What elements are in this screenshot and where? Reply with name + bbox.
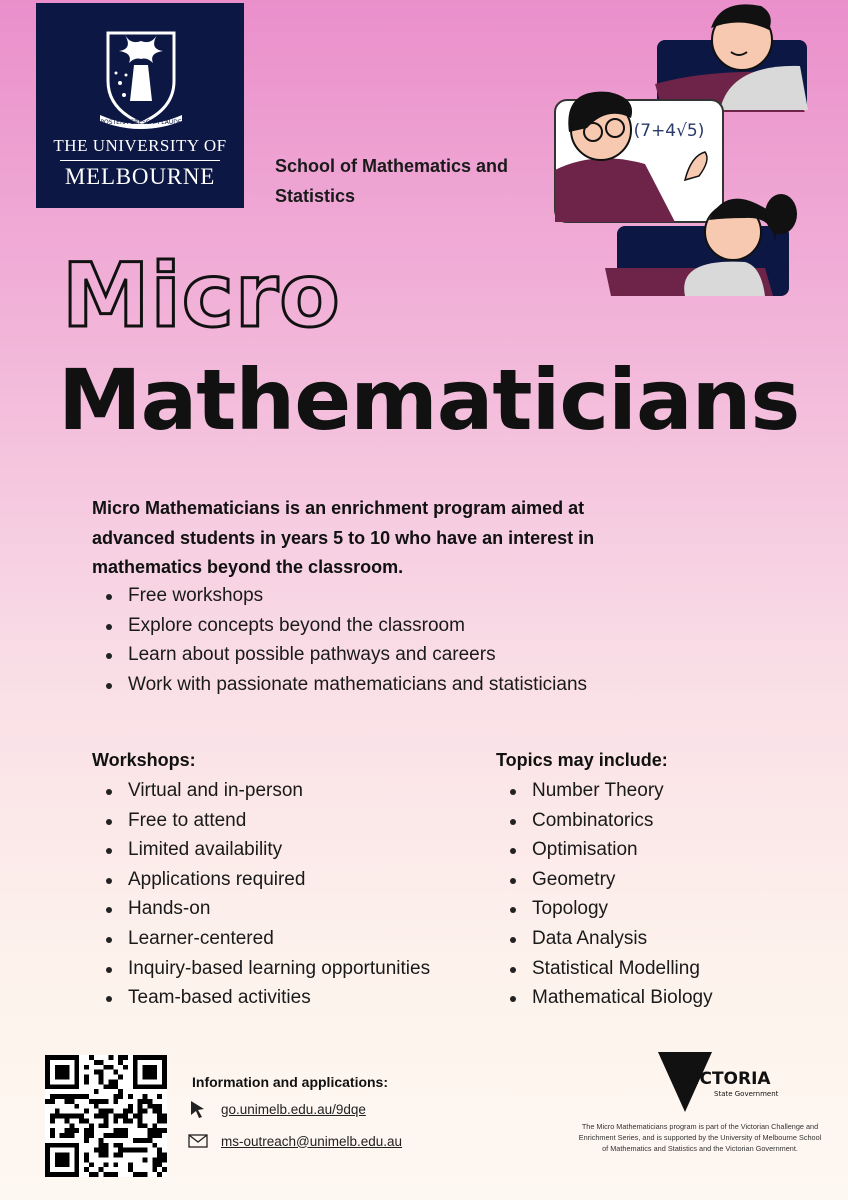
envelope-icon [188,1133,208,1149]
list-item: Free workshops [92,581,587,611]
website-url[interactable]: go.unimelb.edu.au/9dqe [221,1101,366,1117]
list-item: Mathematical Biology [496,983,713,1013]
list-item: Combinatorics [496,806,713,836]
title-micro: Micro [62,244,341,347]
topics-list [496,776,713,1013]
list-item: Virtual and in-person [92,776,430,806]
workshops-list [92,776,430,1013]
list-item: Explore concepts beyond the classroom [92,611,587,641]
logo-divider [60,160,220,161]
email-address[interactable]: ms-outreach@unimelb.edu.au [221,1133,403,1149]
victoria-sub: State Government [714,1090,779,1098]
victoria-logo [656,1052,779,1116]
list-item: Work with passionate mathematicians and statisticians [92,670,587,700]
title-mathematicians: Mathematicians [58,351,800,449]
list-item: Learn about possible pathways and careers [92,640,587,670]
list-item: Team-based activities [92,983,430,1013]
list-item: Inquiry-based learning opportunities [92,954,430,984]
school-name: School of Mathematics and Statistics [275,156,509,206]
victoria-name: VICTORIA [680,1069,771,1089]
list-item: Limited availability [92,835,430,865]
crest-icon [98,25,184,129]
formula-text: (7+4√5) [633,121,705,141]
program-note: The Micro Mathematicians program is part of the Victorian Challenge and Enrichment Series, and is supported by the University of Melbourne School of Mathematics and Statistics and the Victorian Government. [578,1122,822,1153]
university-logo [36,3,244,208]
students-illustration [545,0,835,300]
motto-text: POSTERA CRESCAM LAUDE [100,119,182,126]
university-name-line2: MELBOURNE [64,164,216,189]
list-item: Geometry [496,865,713,895]
university-name-line1: THE UNIVERSITY OF [53,136,227,155]
qr-code[interactable] [45,1055,167,1177]
list-item: Applications required [92,865,430,895]
email-link[interactable] [188,1133,402,1149]
intro-paragraph: Micro Mathematicians is an enrichment program aimed at advanced students in years 5 to 10 who have an interest in mathematics beyond the classroom. [92,498,595,577]
list-item: Topology [496,894,713,924]
topics-heading: Topics may include: [496,750,668,770]
list-item: Number Theory [496,776,713,806]
workshops-heading: Workshops: [92,750,196,770]
list-item: Optimisation [496,835,713,865]
list-item: Hands-on [92,894,430,924]
cursor-icon [188,1099,208,1119]
intro-points [92,581,587,699]
list-item: Learner-centered [92,924,430,954]
list-item: Statistical Modelling [496,954,713,984]
list-item: Free to attend [92,806,430,836]
website-link[interactable] [188,1099,366,1119]
contact-heading: Information and applications: [192,1074,389,1090]
list-item: Data Analysis [496,924,713,954]
